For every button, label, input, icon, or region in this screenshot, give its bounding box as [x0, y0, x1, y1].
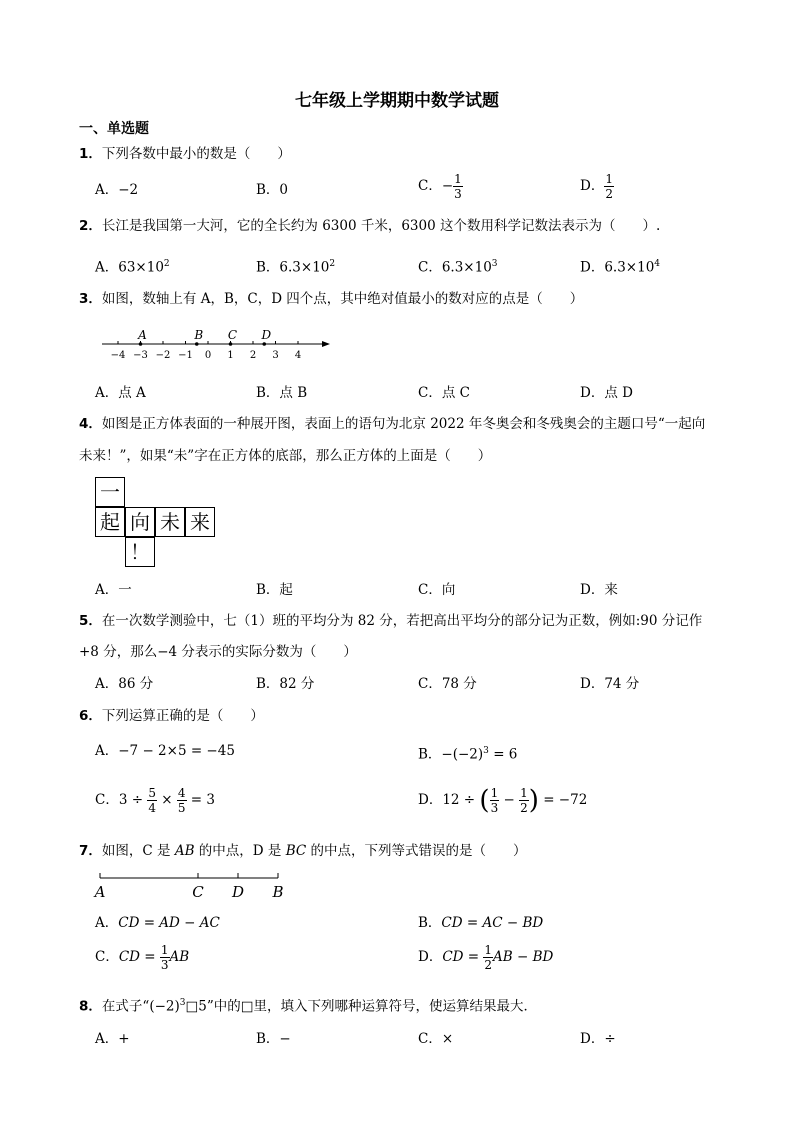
- q4-option-d: D．来: [580, 582, 618, 598]
- segment-point-label: B: [272, 883, 284, 901]
- q5-option-b: B．82 分: [256, 676, 315, 692]
- net-cell-top: 一: [95, 477, 125, 507]
- q6-option-d: D．12 ÷ ( $\frac{1}{3}$ − $\frac{1}{2}$ ) = −72: [418, 785, 588, 816]
- q4-option-a: A．一: [95, 582, 132, 598]
- q1-option-b: B．0: [256, 182, 289, 198]
- net-cell-2: 向: [125, 507, 155, 537]
- number-line-point-label: A: [138, 328, 147, 342]
- q4-option-c: C．向: [418, 582, 456, 598]
- q7-option-c: C．CD = $\frac{1}{3}$ AB: [95, 943, 190, 972]
- segment-diagram: [92, 870, 292, 902]
- q3-option-d: D．点 D: [580, 385, 633, 401]
- number-line-point: [229, 342, 233, 346]
- number-line: [100, 326, 332, 366]
- q1-option-a: A．−2: [95, 182, 139, 198]
- segment-point-label: D: [231, 883, 245, 901]
- q2-option-a: A．$63\times 10^2$: [95, 259, 170, 276]
- number-line-tick-label: 0: [204, 350, 212, 361]
- net-cell-3: 未: [155, 507, 185, 537]
- q2-option-d: D．$6.3\times 10^4$: [580, 259, 661, 276]
- q1-option-c: C．− $\frac{1}{3}$: [418, 172, 462, 201]
- number-line-tick-label: −3: [133, 350, 148, 361]
- question-5-line-2: +8 分，那么−4 分表示的实际分数为（ ）: [79, 644, 357, 660]
- question-7: 7．如图，C 是 AB 的中点，D 是 BC 的中点，下列等式错误的是（ ）: [79, 843, 527, 859]
- question-2: 2．长江是我国第一大河，它的全长约为 6300 千米，6300 这个数用科学记数法表示为（ ）.: [79, 218, 661, 234]
- q8-option-a: A．+: [95, 1031, 130, 1047]
- question-4-line-2: 未来！”，如果“未”字在正方体的底部，那么正方体的上面是（ ）: [79, 448, 492, 464]
- number-line-point-label: D: [261, 328, 272, 342]
- number-line-tick-label: 2: [249, 350, 257, 361]
- net-cell-4: 来: [185, 507, 215, 537]
- number-line-tick-label: −2: [155, 350, 171, 361]
- q8-option-b: B．−: [256, 1031, 291, 1047]
- question-5-line-1: 5．在一次数学测验中，七（1）班的平均分为 82 分，若把高出平均分的部分记为正数，例如:90 分记作: [79, 613, 703, 629]
- number-line-point: [262, 342, 266, 346]
- net-cell-1: 起: [95, 507, 125, 537]
- question-3: 3．如图，数轴上有 A，B，C，D 四个点，其中绝对值最小的数对应的点是（ ）: [79, 291, 584, 307]
- number-line-point-label: B: [194, 328, 204, 342]
- q2-option-b: B．$6.3\times 10^2$: [256, 259, 336, 276]
- q5-option-a: A．86 分: [95, 676, 154, 692]
- q4-option-b: B．起: [256, 582, 293, 598]
- q7-option-b: B．CD = AC − BD: [418, 915, 544, 931]
- question-1: 1．下列各数中最小的数是（ ）: [79, 146, 291, 162]
- q3-option-a: A．点 A: [95, 385, 146, 401]
- number-line-tick-label: 1: [227, 350, 234, 361]
- number-line-tick-label: 4: [294, 350, 302, 361]
- number-line-point-label: C: [227, 328, 238, 342]
- q2-option-c: C．$6.3\times 10^3$: [418, 259, 498, 276]
- number-line-point: [195, 342, 199, 346]
- q6-option-b: B．$-(-2)^3 = 6$: [418, 746, 518, 763]
- number-line-point: [139, 342, 143, 346]
- q6-option-c: C．3 ÷ $\frac{5}{4}$ × $\frac{4}{5}$ = 3: [95, 786, 215, 815]
- q3-option-b: B．点 B: [256, 385, 308, 401]
- question-8: 8．在式子“$(-2)^3□5$”中的□里，填入下列哪种运算符号，使运算结果最大．: [79, 998, 537, 1015]
- q1-option-d: D． $\frac{1}{2}$: [580, 172, 613, 201]
- q6-option-a: A．−7 − 2×5 = −45: [95, 743, 235, 759]
- q8-option-d: D．÷: [580, 1031, 616, 1047]
- q8-option-c: C．×: [418, 1031, 454, 1047]
- q5-option-d: D．74 分: [580, 676, 640, 692]
- number-line-tick-label: −4: [110, 350, 126, 361]
- question-6: 6．下列运算正确的是（ ）: [79, 708, 264, 724]
- q3-option-c: C．点 C: [418, 385, 470, 401]
- segment-point-label: C: [192, 883, 204, 901]
- net-cell-bottom: ！: [125, 537, 155, 567]
- section-heading: 一、单选题: [79, 121, 149, 137]
- q7-option-d: D．CD = $\frac{1}{2}$ AB − BD: [418, 943, 554, 972]
- segment-point-label: A: [94, 883, 106, 901]
- number-line-tick-label: 3: [272, 350, 279, 361]
- q5-option-c: C．78 分: [418, 676, 477, 692]
- number-line-tick-label: −1: [178, 350, 193, 361]
- page-title: 七年级上学期期中数学试题: [295, 91, 499, 111]
- question-4-line-1: 4．如图是正方体表面的一种展开图，表面上的语句为北京 2022 年冬奥会和冬残奥会的主题口号“一起向: [79, 416, 706, 432]
- q7-option-a: A．CD = AD − AC: [95, 915, 220, 931]
